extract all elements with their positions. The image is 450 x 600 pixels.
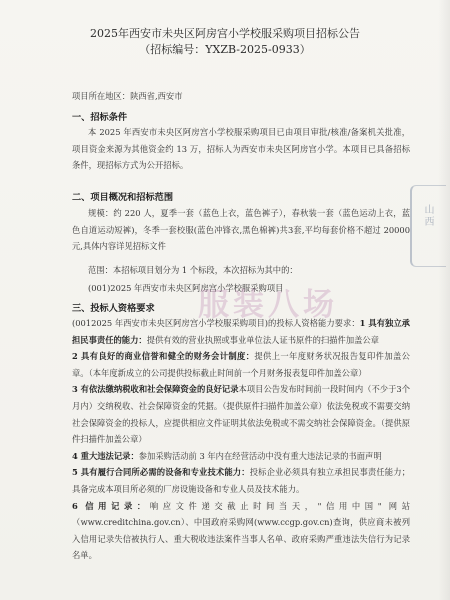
qualification-requirements [72, 315, 410, 564]
req-2-title: 2 具有良好的商业信誉和健全的财务会计制度： [72, 351, 255, 362]
req-3-title: 3 有依法缴纳税收和社会保障资金的良好记录 [72, 384, 239, 395]
req-6-body: 响应文件递交截止时间当天，"信用中国" 网站（www.creditchina.gov.cn）、中国政府采购网(www.ccgp.gov.cn)查询，供应商未被列入信用记录失信被执行人、重大税收违法案件当事人名单、政府采购严重违法失信行为记录名单。 [72, 500, 410, 561]
section-1-heading: 一、招标条件 [72, 112, 128, 123]
req-1-body: 提供有效的营业执照或事业单位法人证书原件的扫描件加盖公章 [146, 334, 380, 345]
document-title: 2025年西安市未央区阿房宫小学校服采购项目招标公告 [90, 27, 360, 40]
req-6-title: 6 信用记录： [72, 500, 150, 511]
section-2-scale: 规模：约 220 人，夏季一套（蓝色上衣，蓝色裤子），春秋装一套（蓝色运动上衣，蓝色自道运动短裤)，冬季一套校服(蓝色冲锋衣,黑色棉裤)共3套,平均每套价格不超过 20000元,具体内容详见招标文件 [72, 208, 410, 252]
section-2-lot: (001)2025 年西安市未央区阿房宫小学校服采购项目 [88, 283, 284, 293]
req-3-body: 本项目公告发布时间前一段时间内（不少于3个月内）交纳税收、社会保障资金的凭据。（提供原件扫描件加盖公章）依法免税或不需要交纳社会保障资金的投标人，应提供相应文件证明其依法免税或不需交纳社会保障资金。（提供原件扫描件加盖公章） [72, 384, 410, 445]
section-3-heading: 三、投标人资格要求 [72, 303, 155, 314]
section-2-heading: 二、项目概况和招标范围 [72, 192, 174, 203]
section-2-scope: 范围：本招标项目划分为 1 个标段，本次招标为其中的： [88, 265, 298, 275]
req-5-title: 5 具有履行合同所必需的设备和专业技术能力： [72, 467, 250, 478]
req-1-title: 1 具有独立承担民事责任的能力： [72, 318, 410, 345]
req-4-title: 4 重大违法记录： [72, 450, 139, 461]
qualification-intro: (0012025 年西安市未央区阿房宫小学校服采购项目)的投标人资格能力要求： [72, 318, 360, 328]
req-2-body: 提供上一年度财务状况报告复印件加盖公章。（本年度新成立的公司提供投标截止时间前一个月财务报表复印件加盖公章） [72, 351, 410, 378]
page-edge-shadow [438, 0, 450, 600]
bid-number: （招标编号：YXZB-2025-0933） [139, 43, 311, 56]
seal-stamp-text: 山西 [422, 204, 433, 228]
req-5-body: 投标企业必须具有独立承担民事责任能力；具备完成本项目所必须的厂房设施设备和专业人员及技术能力。 [72, 467, 410, 494]
project-location: 项目所在地区：陕西省,西安市 [72, 91, 183, 101]
section-1-body: 本 2025 年西安市未央区阿房宫小学校服采购项目已由项目审批/核准/备案机关批准，项目资金来源为其他资金约 13 万，招标人为西安市未央区阿房宫小学。本项目已具备招标条件，现招标方式为公开招标。 [72, 127, 410, 171]
watermark: 服装八场 [198, 287, 338, 323]
req-4-body: 参加采购活动前 3 年内在经营活动中没有重大违法记录的书面声明 [138, 450, 382, 461]
